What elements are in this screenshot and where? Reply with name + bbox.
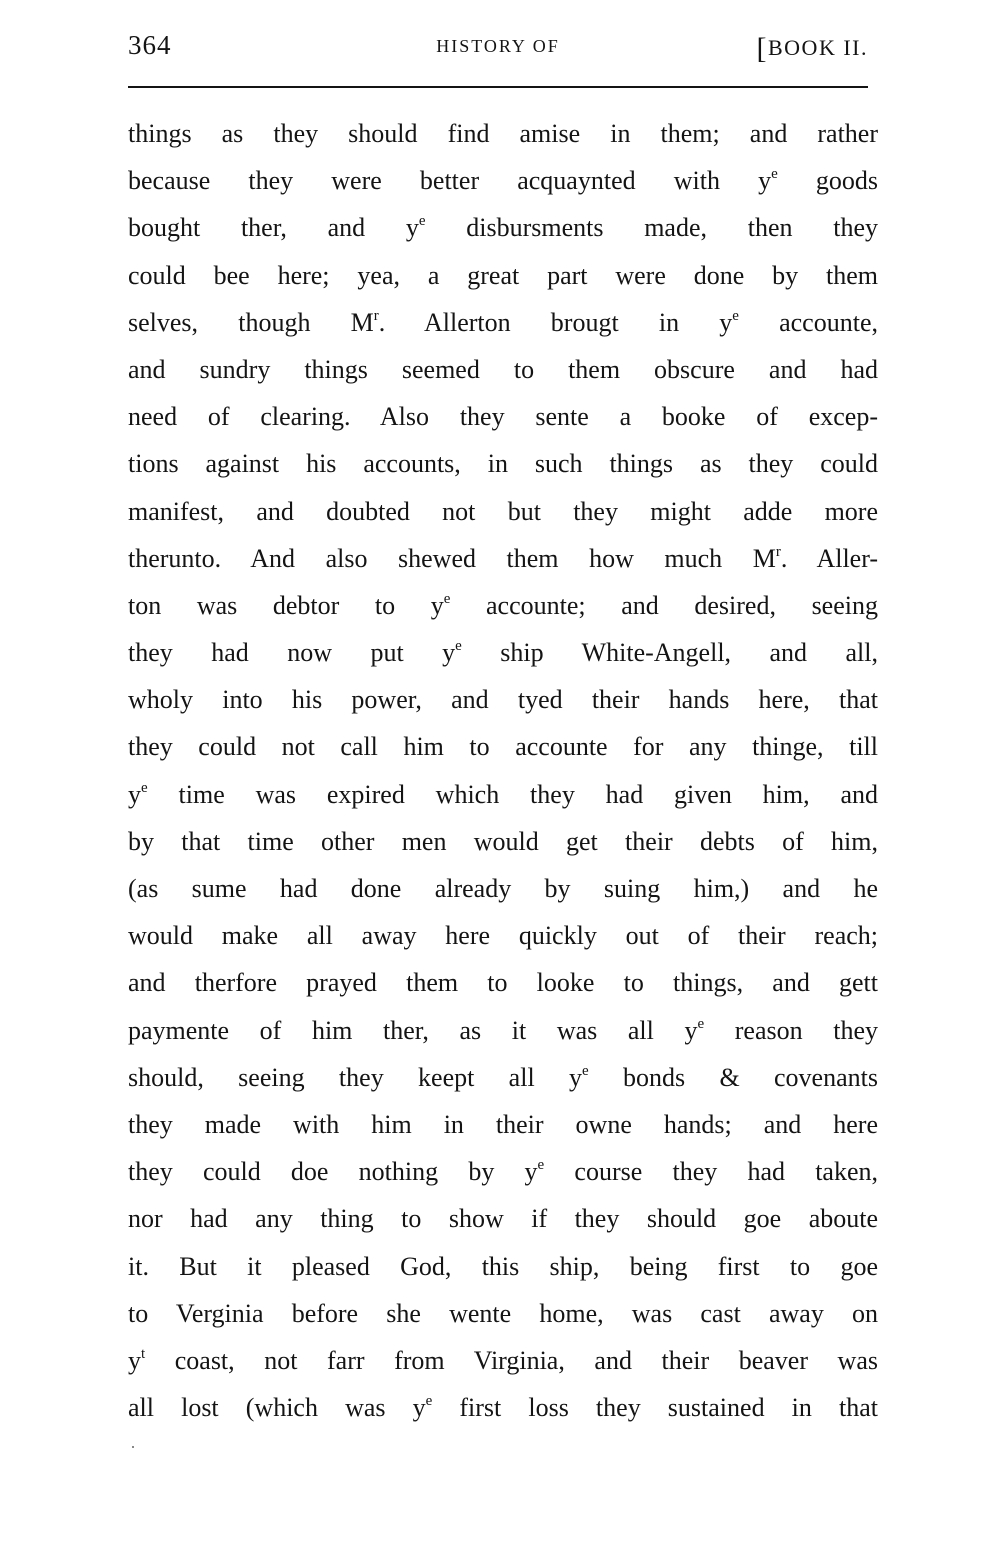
superscript-letter: e xyxy=(455,638,462,655)
text-line: they could not call him to accounte for any thinge, till xyxy=(128,732,878,762)
text-line: need of clearing. Also they sente a booke of excep- xyxy=(128,402,878,432)
text-line: they had now put $y^e$ ship White-Angell, and all, xyxy=(128,638,878,668)
book-label-bracket: [ xyxy=(756,32,768,65)
text-line: because they were better acquaynted with $y^e$ goods xyxy=(128,166,878,196)
superscript-letter: e xyxy=(418,213,426,230)
superscript-letter: e xyxy=(697,1015,705,1032)
print-speck xyxy=(132,1446,134,1448)
body-text xyxy=(128,110,878,1431)
superscript-letter: e xyxy=(537,1157,545,1174)
superscript-letter: e xyxy=(443,590,451,607)
text-line: (as sume had done already by suing him,) and he xyxy=(128,874,878,903)
superscript-letter: e xyxy=(771,166,778,183)
text-line: $y^e$ time was expired which they had given him, and xyxy=(128,779,878,809)
book-label-text: BOOK II. xyxy=(768,35,868,60)
text-line: they made with him in their owne hands; and here xyxy=(128,1109,878,1139)
superscript-letter: e xyxy=(425,1393,433,1410)
superscript-letter: r xyxy=(775,543,781,560)
text-line: manifest, and doubted not but they might adde more xyxy=(128,496,878,526)
text-line: $y^t$ coast, not farr from Virginia, and their beaver was xyxy=(128,1345,878,1375)
superscript-letter: e xyxy=(141,779,148,796)
text-line: would make all away here quickly out of their reach; xyxy=(128,921,878,951)
text-line: to Verginia before she wente home, was cast away on xyxy=(128,1298,878,1328)
text-line: should, seeing they keept all $y^e$ bonds & covenants xyxy=(128,1062,878,1092)
page-header xyxy=(128,30,868,70)
text-line: paymente of him ther, as it was all $y^e$ reason they xyxy=(128,1015,878,1045)
running-title: HISTORY OF xyxy=(436,36,560,56)
text-line: it. But it pleased God, this ship, being first to goe xyxy=(128,1251,878,1281)
text-line: all lost (which was $y^e$ first loss they sustained in that xyxy=(128,1393,878,1423)
superscript-letter: e xyxy=(732,307,739,324)
text-line: and therfore prayed them to looke to things, and gett xyxy=(128,968,878,998)
text-line: things as they should find amise in them; and rather xyxy=(128,119,878,148)
text-line: wholy into his power, and tyed their hands here, that xyxy=(128,685,878,715)
text-line: therunto. And also shewed them how much $M^r$. Aller- xyxy=(128,543,878,573)
text-line: ton was debtor to $y^e$ accounte; and desired, seeing xyxy=(128,590,878,620)
superscript-letter: t xyxy=(141,1345,146,1362)
text-line: by that time other men would get their debts of him, xyxy=(128,826,878,856)
text-line: bought ther, and $y^e$ disbursments made, then they xyxy=(128,213,878,243)
book-label xyxy=(757,32,869,66)
text-line: could bee here; yea, a great part were done by them xyxy=(128,260,878,290)
text-line: tions against his accounts, in such things as they could xyxy=(128,449,878,479)
page-number: 364 xyxy=(128,30,172,60)
text-line: selves, though $M^r$. Allerton brougt in $y^e$ accounte, xyxy=(128,307,878,337)
text-line: and sundry things seemed to them obscure and had xyxy=(128,354,878,384)
header-rule xyxy=(128,86,868,88)
text-line: nor had any thing to show if they should goe aboute xyxy=(128,1204,878,1234)
text-line: they could doe nothing by $y^e$ course they had taken, xyxy=(128,1157,879,1187)
superscript-letter: r xyxy=(373,307,379,324)
superscript-letter: e xyxy=(582,1062,589,1079)
